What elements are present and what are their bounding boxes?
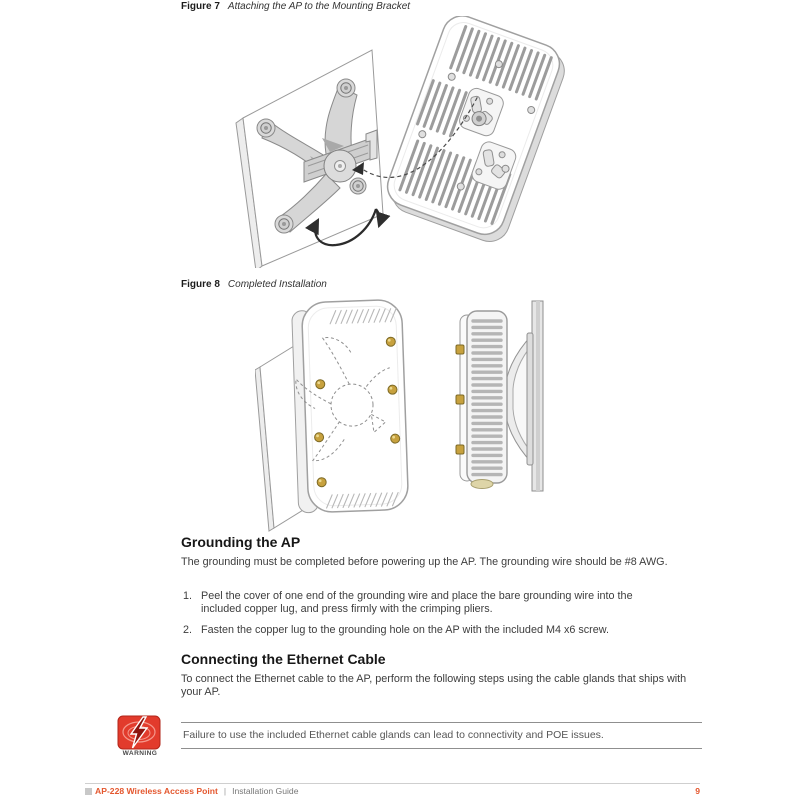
list-item-text: Peel the cover of one end of the grounding wire and place the bare grounding wire into the included copper lug, and press firmly with the crimping pliers. — [201, 590, 633, 616]
figure7-caption-text: Attaching the AP to the Mounting Bracket — [227, 1, 411, 12]
figure8-illustration — [255, 293, 585, 533]
list-item — [183, 590, 675, 617]
footer-divider — [85, 783, 700, 784]
warning-note — [181, 722, 702, 749]
figure8-caption — [181, 279, 327, 290]
footer-product-name: AP-228 Wireless Access Point — [95, 786, 218, 796]
footer — [85, 786, 700, 796]
section-heading-ethernet: Connecting the Ethernet Cable — [181, 651, 386, 667]
list-item-number: 2. — [183, 623, 193, 636]
ap-back-drawing — [380, 16, 570, 247]
figure7-caption — [181, 1, 410, 12]
mounting-pole — [532, 301, 543, 491]
footer-separator: | — [223, 786, 227, 796]
warning-icon — [117, 715, 161, 750]
side-bracket-drawing — [505, 333, 533, 465]
warning-badge — [117, 715, 163, 757]
footer-square-icon — [85, 788, 92, 795]
ap-foot — [471, 480, 493, 489]
bracket-hub-disc — [324, 150, 356, 182]
list-item-number: 1. — [183, 590, 193, 602]
figure7-label: Figure 7 — [181, 1, 220, 12]
grounding-steps-list — [183, 590, 675, 637]
warning-label: WARNING — [122, 750, 158, 757]
figure8-label: Figure 8 — [181, 279, 220, 290]
footer-doc-title: Installation Guide — [232, 786, 299, 796]
ethernet-paragraph: To connect the Ethernet cable to the AP, perform the following steps using the cable glands that ships with your AP. — [181, 673, 687, 699]
ap-side-drawing — [456, 311, 507, 489]
figure8-caption-text: Completed Installation — [227, 279, 327, 290]
section-heading-grounding: Grounding the AP — [181, 534, 301, 550]
list-item-text: Fasten the copper lug to the grounding hole on the AP with the included M4 x6 screw. — [201, 623, 609, 636]
figure7-illustration — [230, 16, 570, 268]
grounding-paragraph: The grounding must be completed before powering up the AP. The grounding wire should be #8 AWG. — [181, 556, 668, 568]
list-item — [183, 624, 675, 637]
page-number: 9 — [695, 786, 700, 796]
warning-text: Failure to use the included Ethernet cable glands can lead to connectivity and POE issues. — [183, 729, 604, 741]
ap-front-drawing — [291, 299, 408, 513]
